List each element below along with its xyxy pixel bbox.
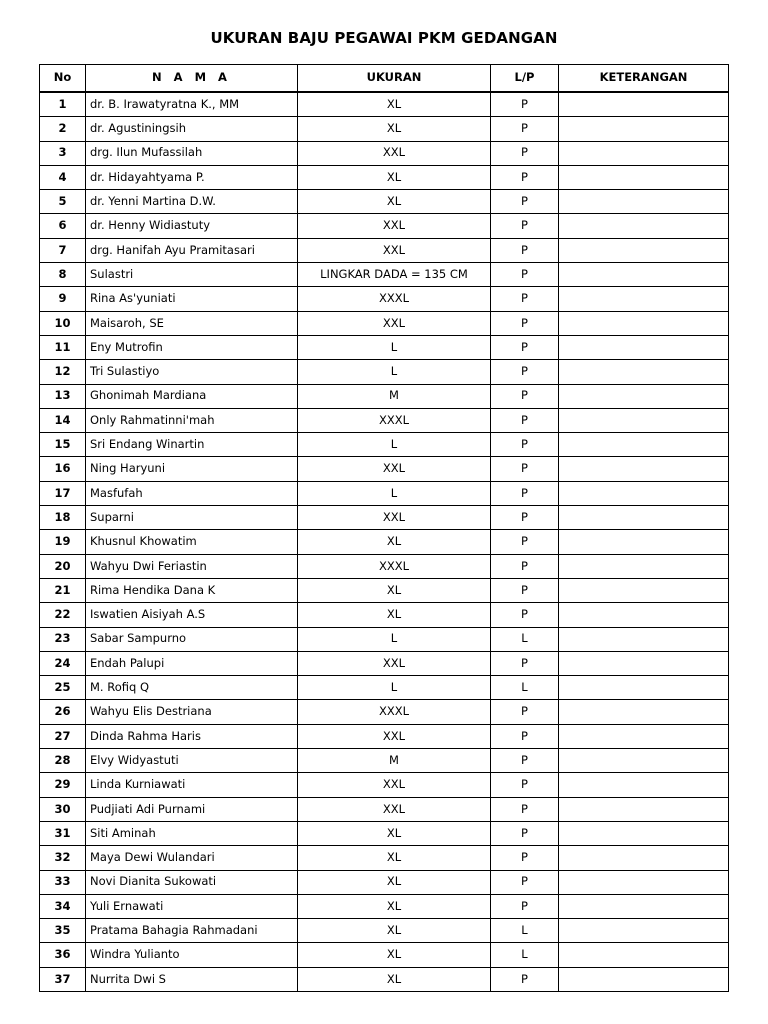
- note-cell: [559, 433, 729, 457]
- gender-cell: P: [491, 530, 559, 554]
- shirt-size-cell: XL: [298, 894, 491, 918]
- gender-cell: P: [491, 238, 559, 262]
- row-number-cell: 30: [40, 797, 86, 821]
- table-row: [40, 433, 729, 457]
- gender-cell: P: [491, 263, 559, 287]
- employee-name-cell: Suparni: [86, 506, 298, 530]
- row-number-cell: 32: [40, 846, 86, 870]
- shirt-size-cell: L: [298, 360, 491, 384]
- shirt-size-cell: M: [298, 384, 491, 408]
- table-row: [40, 165, 729, 189]
- gender-cell: P: [491, 384, 559, 408]
- employee-name-cell: Wahyu Elis Destriana: [86, 700, 298, 724]
- row-number-cell: 22: [40, 603, 86, 627]
- table-row: [40, 821, 729, 845]
- shirt-size-cell: XL: [298, 821, 491, 845]
- gender-cell: P: [491, 92, 559, 117]
- employee-name-cell: Siti Aminah: [86, 821, 298, 845]
- table-row: [40, 700, 729, 724]
- row-number-cell: 10: [40, 311, 86, 335]
- row-number-cell: 9: [40, 287, 86, 311]
- row-number-cell: 37: [40, 967, 86, 991]
- note-cell: [559, 846, 729, 870]
- employee-name-cell: drg. Hanifah Ayu Pramitasari: [86, 238, 298, 262]
- employee-name-cell: dr. Henny Widiastuty: [86, 214, 298, 238]
- row-number-cell: 33: [40, 870, 86, 894]
- employee-name-cell: Ghonimah Mardiana: [86, 384, 298, 408]
- row-number-cell: 14: [40, 408, 86, 432]
- shirt-size-cell: L: [298, 627, 491, 651]
- gender-cell: P: [491, 408, 559, 432]
- shirt-size-cell: XL: [298, 578, 491, 602]
- row-number-cell: 36: [40, 943, 86, 967]
- note-cell: [559, 360, 729, 384]
- note-cell: [559, 287, 729, 311]
- gender-cell: L: [491, 943, 559, 967]
- row-number-cell: 4: [40, 165, 86, 189]
- note-cell: [559, 724, 729, 748]
- employee-name-cell: M. Rofiq Q: [86, 676, 298, 700]
- document-title: UKURAN BAJU PEGAWAI PKM GEDANGAN: [210, 29, 558, 47]
- gender-cell: P: [491, 287, 559, 311]
- table-row: [40, 943, 729, 967]
- gender-cell: P: [491, 894, 559, 918]
- shirt-size-cell: XXL: [298, 506, 491, 530]
- shirt-size-cell: XL: [298, 919, 491, 943]
- shirt-size-cell: XXL: [298, 797, 491, 821]
- note-cell: [559, 943, 729, 967]
- row-number-cell: 18: [40, 506, 86, 530]
- row-number-cell: 11: [40, 335, 86, 359]
- note-cell: [559, 384, 729, 408]
- table-row: [40, 481, 729, 505]
- note-cell: [559, 408, 729, 432]
- gender-cell: P: [491, 481, 559, 505]
- table-row: [40, 967, 729, 991]
- table-row: [40, 578, 729, 602]
- shirt-size-cell: XXXL: [298, 287, 491, 311]
- column-header-nama: N A M A: [86, 65, 298, 93]
- note-cell: [559, 676, 729, 700]
- shirt-size-cell: XL: [298, 117, 491, 141]
- table-row: [40, 797, 729, 821]
- gender-cell: P: [491, 773, 559, 797]
- shirt-size-cell: XL: [298, 165, 491, 189]
- shirt-size-cell: M: [298, 749, 491, 773]
- row-number-cell: 26: [40, 700, 86, 724]
- column-header-ukuran: UKURAN: [298, 65, 491, 93]
- employee-name-cell: dr. Hidayahtyama P.: [86, 165, 298, 189]
- shirt-size-cell: XXXL: [298, 408, 491, 432]
- employee-name-cell: Masfufah: [86, 481, 298, 505]
- employee-name-cell: Nurrita Dwi S: [86, 967, 298, 991]
- gender-cell: L: [491, 919, 559, 943]
- employee-name-cell: Linda Kurniawati: [86, 773, 298, 797]
- shirt-size-cell: L: [298, 676, 491, 700]
- note-cell: [559, 92, 729, 117]
- gender-cell: P: [491, 870, 559, 894]
- gender-cell: P: [491, 311, 559, 335]
- gender-cell: P: [491, 360, 559, 384]
- shirt-size-cell: XXL: [298, 773, 491, 797]
- employee-name-cell: Eny Mutrofin: [86, 335, 298, 359]
- note-cell: [559, 117, 729, 141]
- table-row: [40, 870, 729, 894]
- gender-cell: P: [491, 214, 559, 238]
- table-row: [40, 749, 729, 773]
- row-number-cell: 6: [40, 214, 86, 238]
- table-row: [40, 335, 729, 359]
- employee-name-cell: Tri Sulastiyo: [86, 360, 298, 384]
- row-number-cell: 8: [40, 263, 86, 287]
- note-cell: [559, 919, 729, 943]
- gender-cell: P: [491, 117, 559, 141]
- note-cell: [559, 821, 729, 845]
- gender-cell: P: [491, 506, 559, 530]
- row-number-cell: 3: [40, 141, 86, 165]
- shirt-size-cell: L: [298, 481, 491, 505]
- note-cell: [559, 165, 729, 189]
- table-row: [40, 238, 729, 262]
- gender-cell: P: [491, 457, 559, 481]
- employee-name-cell: Novi Dianita Sukowati: [86, 870, 298, 894]
- gender-cell: P: [491, 651, 559, 675]
- shirt-size-cell: XXL: [298, 651, 491, 675]
- note-cell: [559, 190, 729, 214]
- gender-cell: P: [491, 165, 559, 189]
- column-header-no: No: [40, 65, 86, 93]
- employee-name-cell: Windra Yulianto: [86, 943, 298, 967]
- shirt-size-cell: XXL: [298, 457, 491, 481]
- shirt-size-cell: XXXL: [298, 554, 491, 578]
- table-row: [40, 384, 729, 408]
- row-number-cell: 13: [40, 384, 86, 408]
- row-number-cell: 28: [40, 749, 86, 773]
- column-header-keterangan: KETERANGAN: [559, 65, 729, 93]
- employee-name-cell: Pudjiati Adi Purnami: [86, 797, 298, 821]
- table-row: [40, 554, 729, 578]
- employee-name-cell: drg. Ilun Mufassilah: [86, 141, 298, 165]
- employee-name-cell: Sabar Sampurno: [86, 627, 298, 651]
- gender-cell: P: [491, 433, 559, 457]
- note-cell: [559, 214, 729, 238]
- note-cell: [559, 263, 729, 287]
- note-cell: [559, 773, 729, 797]
- shirt-size-cell: XL: [298, 603, 491, 627]
- note-cell: [559, 311, 729, 335]
- row-number-cell: 21: [40, 578, 86, 602]
- note-cell: [559, 967, 729, 991]
- table-row: [40, 773, 729, 797]
- employee-name-cell: Dinda Rahma Haris: [86, 724, 298, 748]
- shirt-size-cell: XL: [298, 943, 491, 967]
- note-cell: [559, 141, 729, 165]
- gender-cell: P: [491, 967, 559, 991]
- note-cell: [559, 627, 729, 651]
- row-number-cell: 24: [40, 651, 86, 675]
- table-row: [40, 457, 729, 481]
- table-header-row: [40, 65, 729, 93]
- note-cell: [559, 894, 729, 918]
- row-number-cell: 20: [40, 554, 86, 578]
- employee-name-cell: Sri Endang Winartin: [86, 433, 298, 457]
- table-row: [40, 506, 729, 530]
- employee-name-cell: Rina As'yuniati: [86, 287, 298, 311]
- shirt-size-cell: XL: [298, 92, 491, 117]
- note-cell: [559, 651, 729, 675]
- gender-cell: P: [491, 821, 559, 845]
- table-row: [40, 92, 729, 117]
- shirt-size-cell: L: [298, 433, 491, 457]
- employee-name-cell: Khusnul Khowatim: [86, 530, 298, 554]
- table-row: [40, 141, 729, 165]
- table-row: [40, 724, 729, 748]
- note-cell: [559, 335, 729, 359]
- table-row: [40, 117, 729, 141]
- table-body: [40, 92, 729, 991]
- gender-cell: P: [491, 724, 559, 748]
- note-cell: [559, 457, 729, 481]
- row-number-cell: 7: [40, 238, 86, 262]
- shirt-size-cell: XL: [298, 870, 491, 894]
- shirt-size-cell: XXXL: [298, 700, 491, 724]
- shirt-size-cell: XL: [298, 846, 491, 870]
- employee-name-cell: Ning Haryuni: [86, 457, 298, 481]
- employee-name-cell: Sulastri: [86, 263, 298, 287]
- gender-cell: L: [491, 676, 559, 700]
- employee-name-cell: Maya Dewi Wulandari: [86, 846, 298, 870]
- row-number-cell: 25: [40, 676, 86, 700]
- employee-name-cell: Endah Palupi: [86, 651, 298, 675]
- table-row: [40, 360, 729, 384]
- table-row: [40, 214, 729, 238]
- row-number-cell: 23: [40, 627, 86, 651]
- row-number-cell: 1: [40, 92, 86, 117]
- employee-name-cell: Only Rahmatinni'mah: [86, 408, 298, 432]
- table-row: [40, 190, 729, 214]
- row-number-cell: 17: [40, 481, 86, 505]
- table-row: [40, 603, 729, 627]
- row-number-cell: 29: [40, 773, 86, 797]
- note-cell: [559, 870, 729, 894]
- table-row: [40, 287, 729, 311]
- table-row: [40, 894, 729, 918]
- table-row: [40, 627, 729, 651]
- shirt-size-cell: XXL: [298, 141, 491, 165]
- employee-name-cell: dr. Agustiningsih: [86, 117, 298, 141]
- gender-cell: P: [491, 749, 559, 773]
- row-number-cell: 31: [40, 821, 86, 845]
- note-cell: [559, 797, 729, 821]
- row-number-cell: 15: [40, 433, 86, 457]
- gender-cell: P: [491, 141, 559, 165]
- shirt-size-cell: XL: [298, 190, 491, 214]
- table-row: [40, 263, 729, 287]
- shirt-size-cell: XL: [298, 967, 491, 991]
- employee-name-cell: Wahyu Dwi Feriastin: [86, 554, 298, 578]
- row-number-cell: 5: [40, 190, 86, 214]
- note-cell: [559, 603, 729, 627]
- table-row: [40, 530, 729, 554]
- note-cell: [559, 481, 729, 505]
- row-number-cell: 35: [40, 919, 86, 943]
- note-cell: [559, 578, 729, 602]
- shirt-size-cell: XXL: [298, 214, 491, 238]
- row-number-cell: 12: [40, 360, 86, 384]
- gender-cell: P: [491, 700, 559, 724]
- note-cell: [559, 700, 729, 724]
- row-number-cell: 19: [40, 530, 86, 554]
- shirt-size-cell: LINGKAR DADA = 135 CM: [298, 263, 491, 287]
- gender-cell: L: [491, 627, 559, 651]
- column-header-lp: L/P: [491, 65, 559, 93]
- table-row: [40, 676, 729, 700]
- row-number-cell: 2: [40, 117, 86, 141]
- table-row: [40, 846, 729, 870]
- employee-name-cell: dr. Yenni Martina D.W.: [86, 190, 298, 214]
- note-cell: [559, 749, 729, 773]
- gender-cell: P: [491, 797, 559, 821]
- employee-size-table: [39, 64, 729, 992]
- shirt-size-cell: XXL: [298, 238, 491, 262]
- shirt-size-cell: XXL: [298, 724, 491, 748]
- gender-cell: P: [491, 846, 559, 870]
- gender-cell: P: [491, 578, 559, 602]
- row-number-cell: 34: [40, 894, 86, 918]
- note-cell: [559, 554, 729, 578]
- employee-name-cell: Maisaroh, SE: [86, 311, 298, 335]
- table-row: [40, 311, 729, 335]
- row-number-cell: 16: [40, 457, 86, 481]
- employee-name-cell: Elvy Widyastuti: [86, 749, 298, 773]
- employee-name-cell: Pratama Bahagia Rahmadani: [86, 919, 298, 943]
- shirt-size-cell: XL: [298, 530, 491, 554]
- note-cell: [559, 530, 729, 554]
- table-row: [40, 651, 729, 675]
- table-row: [40, 919, 729, 943]
- gender-cell: P: [491, 335, 559, 359]
- shirt-size-cell: L: [298, 335, 491, 359]
- employee-name-cell: Rima Hendika Dana K: [86, 578, 298, 602]
- row-number-cell: 27: [40, 724, 86, 748]
- gender-cell: P: [491, 554, 559, 578]
- note-cell: [559, 506, 729, 530]
- gender-cell: P: [491, 190, 559, 214]
- employee-name-cell: Iswatien Aisiyah A.S: [86, 603, 298, 627]
- table-row: [40, 408, 729, 432]
- shirt-size-cell: XXL: [298, 311, 491, 335]
- employee-name-cell: dr. B. Irawatyratna K., MM: [86, 92, 298, 117]
- employee-name-cell: Yuli Ernawati: [86, 894, 298, 918]
- gender-cell: P: [491, 603, 559, 627]
- note-cell: [559, 238, 729, 262]
